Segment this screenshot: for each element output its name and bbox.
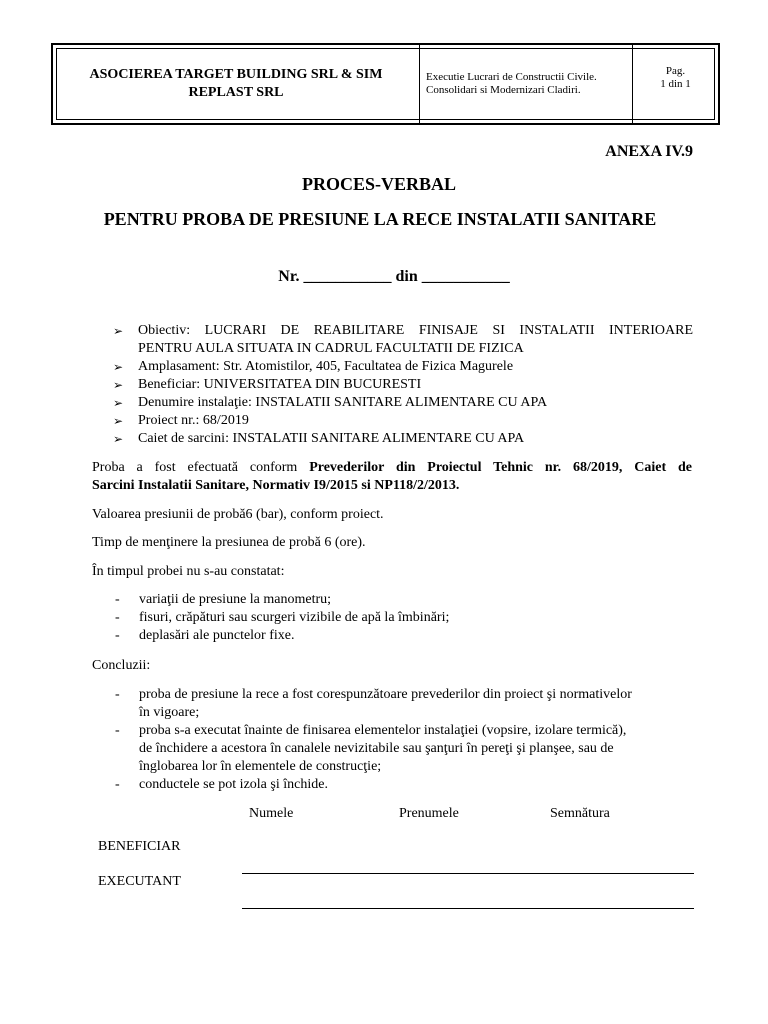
arrow-bullet-icon: ➢ [113,378,124,392]
beneficiar-signature-line [242,873,694,874]
test-basis-paragraph: Proba a fost efectuată conform Prevederilor din Proiectul Tehnic nr. 68/2019, Caiet de Sarcini Instalatii Sanitare, Normativ I9/2015 si NP118/2/2013. [92,460,692,493]
list-item: - fisuri, crăpături sau scurgeri vizibile de apă la îmbinări; [115,610,450,625]
page-value: 1 din 1 [660,78,691,90]
arrow-bullet-icon: ➢ [113,360,124,374]
executant-label: EXECUTANT [98,874,181,889]
arrow-bullet-icon: ➢ [113,432,124,446]
list-item: ➢ Proiect nr.: 68/2019 [113,413,249,428]
beneficiar-label: BENEFICIAR [98,839,181,854]
list-item: - deplasări ale punctelor fixe. [115,628,295,643]
column-header-semnatura: Semnătura [550,806,610,821]
document-header [51,43,720,125]
work-description-line2: Consolidari si Modernizari Cladiri. [426,84,581,96]
pressure-value-text: Valoarea presiunii de probă6 (bar), conform proiect. [92,507,384,522]
list-item: - conductele se pot izola şi închide. [115,777,328,792]
list-item: - proba s-a executat înainte de finisarea elementelor instalaţiei (vopsire, izolare termică), de închidere a acestora în canalele nevizitabile sau şanţuri în pereţi şi planşee, sau de înglobarea lor în elementele de construcţie; [115,723,627,774]
list-item: ➢ Amplasament: Str. Atomistilor, 405, Facultatea de Fizica Magurele [113,359,514,374]
company-name: ASOCIEREA TARGET BUILDING SRL & SIM REPLAST SRL [53,45,420,123]
annex-label: ANEXA IV.9 [605,143,693,160]
conclusions-list [115,686,715,794]
project-info-list [113,322,693,448]
list-item: ➢ Caiet de sarcini: INSTALATII SANITARE ALIMENTARE CU APA [113,431,525,446]
list-item-continuation: PENTRU AULA SITUATA IN CADRUL FACULTATII DE FIZICA [138,341,524,356]
work-description-line1: Executie Lucrari de Constructii Civile. [426,71,597,83]
page-label: Pag. [665,65,686,77]
conclusions-label: Concluzii: [92,658,151,673]
executant-signature-line [242,908,694,909]
list-item: - proba de presiune la rece a fost corespunzătoare prevederilor din proiect şi normativelor în vigoare; [115,687,632,720]
document-title: PROCES-VERBAL [301,174,457,194]
list-item: ➢ Beneficiar: UNIVERSITATEA DIN BUCURESTI [113,377,422,392]
findings-intro: În timpul probei nu s-au constatat: [92,564,285,579]
arrow-bullet-icon: ➢ [113,396,124,410]
arrow-bullet-icon: ➢ [113,324,124,338]
arrow-bullet-icon: ➢ [113,414,124,428]
findings-list [115,591,715,645]
hold-time-text: Timp de menţinere la presiunea de probă 6 (ore). [92,535,366,550]
work-description [420,45,633,123]
page-number-cell [633,45,718,123]
number-date-line: Nr. ___________ din ___________ [278,268,510,285]
list-item: - variaţii de presiune la manometru; [115,592,332,607]
document-subtitle: PENTRU PROBA DE PRESIUNE LA RECE INSTALATII SANITARE [103,209,657,229]
list-item: ➢ Obiectiv: LUCRARI DE REABILITARE FINISAJE SI INSTALATII INTERIOARE [113,323,693,338]
column-header-prenumele: Prenumele [399,806,459,821]
column-header-numele: Numele [249,806,294,821]
list-item: ➢ Denumire instalaţie: INSTALATII SANITARE ALIMENTARE CU APA [113,395,548,410]
